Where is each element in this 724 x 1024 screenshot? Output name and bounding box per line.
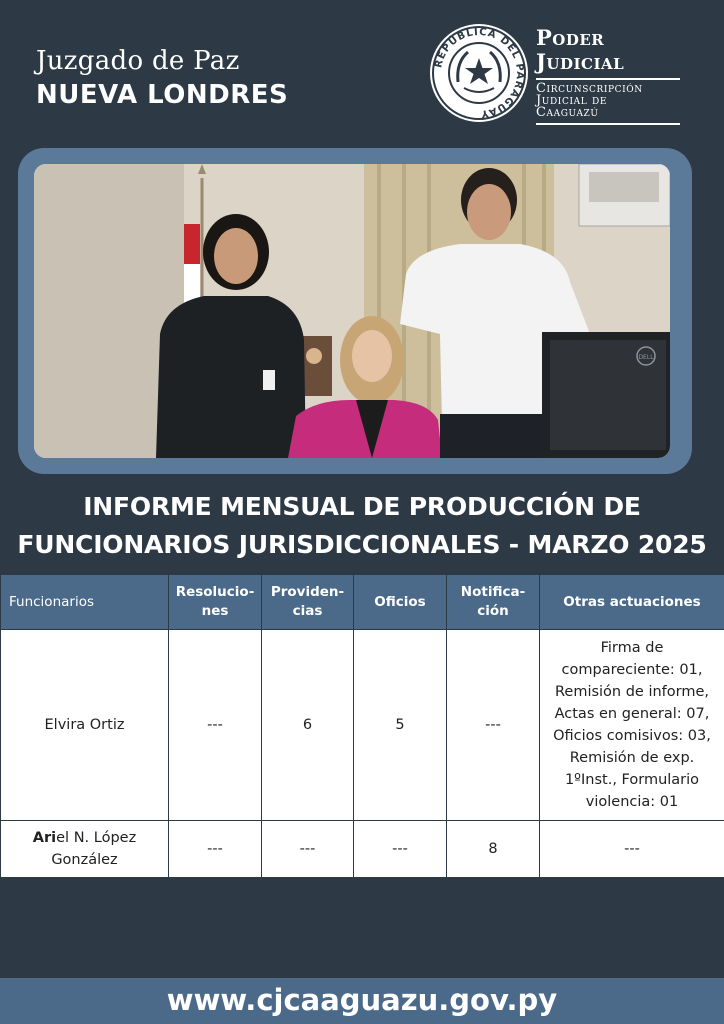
cell-otras: --- [540, 821, 724, 878]
paraguay-seal-icon [428, 22, 530, 124]
cell-oficios: --- [354, 821, 447, 878]
name-rest: el N. López [56, 830, 137, 846]
cell-name: Elvira Ortiz [1, 630, 169, 821]
name-line2: González [51, 852, 118, 868]
cell-notificacion: --- [447, 630, 540, 821]
header-notificacion [447, 575, 540, 630]
pj-divider [536, 78, 680, 80]
production-table [0, 574, 724, 878]
header-otras: Otras actuaciones [540, 575, 724, 630]
table-row [1, 630, 724, 821]
website-link[interactable]: www.cjcaaguazu.gov.py [166, 983, 558, 1017]
header-notificacion-2: ción [477, 603, 509, 619]
seal-text: REPÚBLICA DEL PARAGUAY [433, 26, 526, 120]
circ-line1: Circunscripción [536, 81, 643, 96]
header-providencias-1: Providen- [270, 584, 345, 600]
cell-resoluciones: --- [169, 630, 262, 821]
report-title-line2: FUNCIONARIOS JURISDICCIONALES - MARZO 2025 [17, 530, 707, 559]
cell-oficios: 5 [354, 630, 447, 821]
pj-name-line2: Judicial [536, 49, 625, 74]
footer-bar [0, 978, 724, 1024]
name-bold-part: Ari [32, 830, 57, 846]
cell-otras: Firma de compareciente: 01, Remisión de informe, Actas en general: 07, Oficios comisivos: 03, Remisión de exp. 1ºInst., Formulario violencia: 01 [540, 630, 724, 821]
header-resoluciones-1: Resolucio- [175, 584, 255, 600]
cell-providencias: 6 [262, 630, 354, 821]
circ-line3: Caaguazú [536, 105, 599, 120]
circ-line2: Judicial de [536, 93, 608, 108]
header-resoluciones [169, 575, 262, 630]
header-providencias [262, 575, 354, 630]
staff-photo [34, 164, 670, 458]
cell-resoluciones: --- [169, 821, 262, 878]
header-funcionarios: Funcionarios [1, 575, 169, 630]
report-title-line1: INFORME MENSUAL DE PRODUCCIÓN DE [83, 492, 641, 521]
poder-judicial-logo [536, 26, 680, 125]
table-header-row [1, 575, 724, 630]
cell-providencias: --- [262, 821, 354, 878]
court-title [36, 44, 288, 112]
table-row [1, 821, 724, 878]
header-notificacion-1: Notifica- [460, 584, 526, 600]
cell-notificacion: 8 [447, 821, 540, 878]
court-name-line1: Juzgado de Paz [36, 46, 240, 76]
court-name-line2: NUEVA LONDRES [36, 80, 289, 110]
header-providencias-2: cias [292, 603, 323, 619]
header-resoluciones-2: nes [201, 603, 229, 619]
pj-name-line1: Poder [536, 25, 605, 50]
header-oficios: Oficios [354, 575, 447, 630]
monitor-brand: DELL [638, 354, 654, 361]
cell-name [1, 821, 169, 878]
pj-underline [536, 123, 680, 125]
report-title [0, 488, 724, 564]
